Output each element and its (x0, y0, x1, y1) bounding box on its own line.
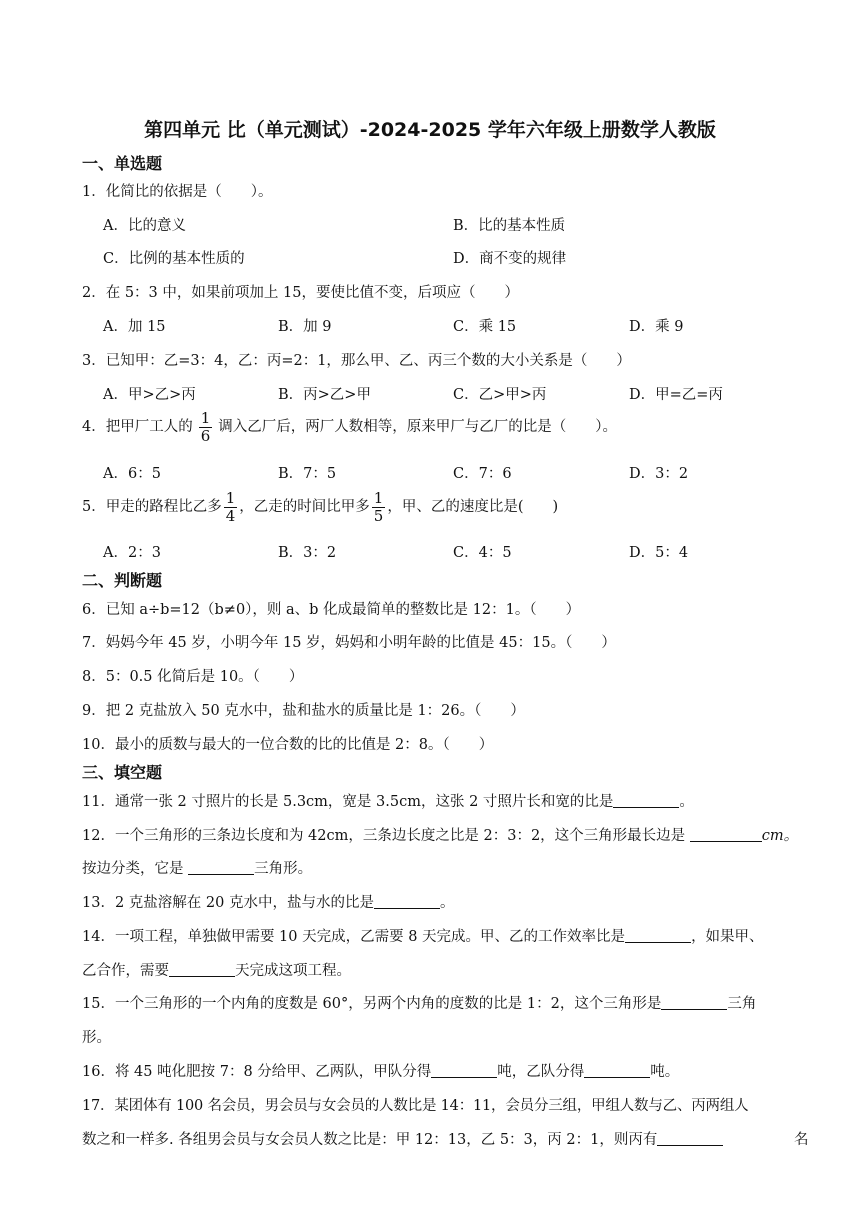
question-15-line-2: 形。 (82, 1030, 111, 1046)
q16-text-pre: 16．将 45 吨化肥按 7：8 分给甲、乙两队，甲队分得 (82, 1064, 432, 1080)
section-heading-single-choice: 一、单选题 (82, 154, 163, 173)
question-16 (82, 1060, 679, 1081)
q5-option-a: A．2：3 (103, 545, 161, 561)
question-7: 7．妈妈今年 45 岁，小明今年 15 岁，妈妈和小明年龄的比值是 45：15。（ ） (82, 635, 616, 651)
q2-option-a: A．加 15 (103, 319, 166, 335)
q4-text-post: 调入乙厂后，两厂人数相等，原来甲厂与乙厂的比是（ ）。 (218, 419, 618, 435)
question-17: 17．某团体有 100 名会员，男会员与女会员的人数比是 14：11，会员分三组，甲组人数与乙、丙两组人 (82, 1098, 749, 1114)
q13-text-post: 。 (439, 895, 455, 911)
q14-text-post: ，如果甲、 (691, 929, 764, 945)
q12-answer-blank-1[interactable] (690, 827, 762, 842)
q12-line2-post: 三角形。 (254, 861, 313, 877)
q16-answer-blank-1[interactable] (431, 1063, 497, 1078)
question-10: 10．最小的质数与最大的一位合数的比的比值是 2：8。（ ） (82, 737, 494, 753)
q13-text-pre: 13．2 克盐溶解在 20 克水中，盐与水的比是 (82, 895, 374, 911)
question-4 (82, 410, 617, 444)
q5-fraction-2-numerator: 1 (373, 489, 384, 507)
q17-answer-blank[interactable] (657, 1131, 723, 1146)
q1-option-c: C．比例的基本性质的 (103, 251, 245, 267)
question-1: 1．化简比的依据是（ ）。 (82, 184, 273, 200)
question-14 (82, 925, 764, 946)
section-heading-fill-blank: 三、填空题 (82, 763, 163, 782)
q5-fraction-2-denominator: 5 (373, 506, 384, 525)
q5-fraction-1 (224, 490, 238, 524)
q4-option-a: A．6：5 (103, 466, 161, 482)
q2-option-c: C．乘 15 (453, 319, 517, 335)
q12-answer-blank-2[interactable] (188, 860, 254, 875)
question-3: 3．已知甲：乙=3：4，乙：丙=2：1，那么甲、乙、丙三个数的大小关系是（ ） (82, 353, 631, 369)
q14-text-pre: 14．一项工程，单独做甲需要 10 天完成，乙需要 8 天完成。甲、乙的工作效率比是 (82, 929, 626, 945)
question-12-line-2 (82, 857, 312, 878)
q1-option-a: A．比的意义 (103, 218, 186, 234)
q5-option-c: C．4：5 (453, 545, 512, 561)
question-5 (82, 490, 558, 524)
q12-unit: cm。 (761, 828, 799, 844)
q3-option-b: B．丙>乙>甲 (278, 387, 371, 403)
q5-text-pre: 5．甲走的路程比乙多 (82, 499, 222, 515)
q2-option-d: D．乘 9 (629, 319, 684, 335)
q16-answer-blank-2[interactable] (584, 1063, 650, 1078)
q14-answer-blank-2[interactable] (169, 962, 235, 977)
question-15 (82, 992, 756, 1013)
q4-option-b: B．7：5 (278, 466, 337, 482)
q5-text-post: ，甲、乙的速度比是( ) (387, 499, 559, 515)
q5-fraction-2 (372, 490, 386, 524)
question-9: 9．把 2 克盐放入 50 克水中，盐和盐水的质量比是 1：26。（ ） (82, 703, 525, 719)
q12-line2-pre: 按边分类，它是 (82, 861, 184, 877)
q13-answer-blank[interactable] (374, 894, 440, 909)
q4-text-pre: 4．把甲厂工人的 (82, 419, 193, 435)
q15-text-pre: 15．一个三角形的一个内角的度数是 60°，另两个内角的度数的比是 1：2，这个三角形是 (82, 996, 662, 1012)
q5-fraction-1-denominator: 4 (225, 506, 236, 525)
q3-option-c: C．乙>甲>丙 (453, 387, 547, 403)
question-13 (82, 891, 454, 912)
q14-answer-blank-1[interactable] (625, 928, 691, 943)
question-8: 8．5：0.5 化简后是 10。（ ） (82, 669, 304, 685)
page-title: 第四单元 比（单元测试）-2024-2025 学年六年级上册数学人教版 (144, 119, 716, 141)
q14-line2-post: 天完成这项工程。 (235, 963, 351, 979)
question-14-line-2 (82, 959, 351, 980)
q11-answer-blank[interactable] (613, 793, 679, 808)
q11-text-pre: 11．通常一张 2 寸照片的长是 5.3cm，宽是 3.5cm，这张 2 寸照片长和宽的比是 (82, 794, 614, 810)
q2-option-b: B．加 9 (278, 319, 332, 335)
question-6: 6．已知 a÷b=12（b≠0），则 a、b 化成最简单的整数比是 12：1。（ ） (82, 602, 581, 618)
q4-option-c: C．7：6 (453, 466, 512, 482)
q4-fraction-numerator: 1 (200, 409, 211, 427)
q1-option-b: B．比的基本性质 (453, 218, 566, 234)
question-2: 2．在 5：3 中，如果前项加上 15，要使比值不变，后项应（ ） (82, 285, 519, 301)
q14-line2-pre: 乙合作，需要 (82, 963, 169, 979)
question-12 (82, 824, 798, 845)
q1-option-d: D．商不变的规律 (453, 251, 567, 267)
section-heading-true-false: 二、判断题 (82, 571, 163, 590)
q4-option-d: D．3：2 (629, 466, 689, 482)
q5-option-d: D．5：4 (629, 545, 689, 561)
q15-text-post: 三角 (727, 996, 757, 1012)
q4-fraction-denominator: 6 (200, 426, 211, 445)
q17-line2-post: 名 (794, 1132, 809, 1148)
q12-text-pre: 12．一个三角形的三条边长度和为 42cm，三条边长度之比是 2：3：2，这个三角形最长边是 (82, 828, 686, 844)
q16-text-post: 吨。 (650, 1064, 680, 1080)
q16-text-mid: 吨，乙队分得 (497, 1064, 585, 1080)
q17-line2-pre: 数之和一样多. 各组男会员与女会员人数之比是：甲 12：13，乙 5：3，丙 2：1，则丙有 (82, 1132, 658, 1148)
q15-answer-blank[interactable] (661, 995, 727, 1010)
q11-text-post: 。 (679, 794, 694, 810)
q4-fraction (199, 410, 213, 444)
q5-fraction-1-numerator: 1 (225, 489, 236, 507)
question-17-line-2 (82, 1128, 782, 1149)
q5-option-b: B．3：2 (278, 545, 337, 561)
q3-option-a: A．甲>乙>丙 (103, 387, 196, 403)
q5-text-mid: ，乙走的时间比甲多 (239, 499, 370, 515)
question-11 (82, 790, 694, 811)
q3-option-d: D．甲=乙=丙 (629, 387, 723, 403)
